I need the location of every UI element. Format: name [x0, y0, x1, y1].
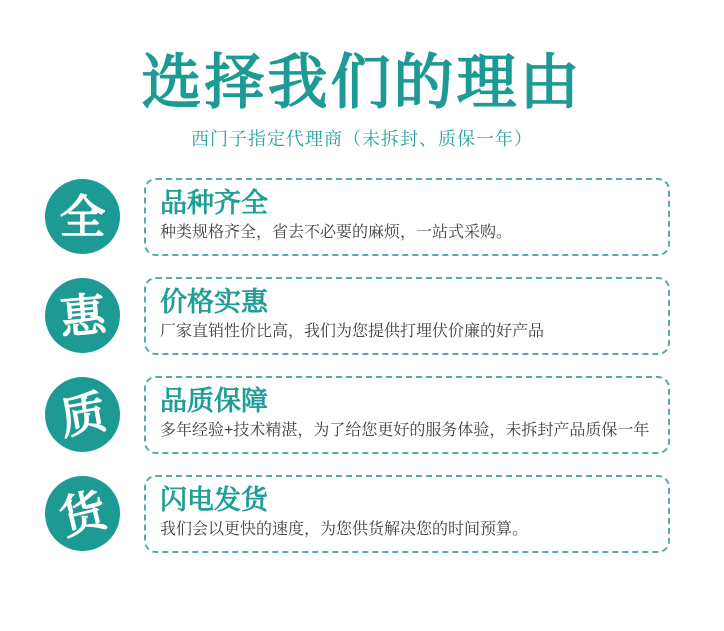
badge-huo	[45, 476, 120, 551]
feature-title: 品质保障	[160, 385, 268, 416]
feature-card	[144, 475, 670, 553]
badge-zhi	[45, 377, 120, 452]
feature-list	[0, 151, 724, 553]
feature-title: 品种齐全	[160, 187, 268, 218]
feature-card	[144, 277, 670, 355]
feature-card	[144, 178, 670, 256]
feature-section-variety	[45, 178, 670, 256]
feature-section-price	[45, 277, 670, 355]
feature-description: 厂家直销性价比高，我们为您提供打埋伏价廉的好产品	[160, 323, 545, 341]
feature-title: 闪电发货	[160, 484, 268, 515]
feature-description: 我们会以更快的速度，为您供货解决您的时间预算。	[160, 521, 529, 539]
feature-description: 多年经验+技术精湛，为了给您更好的服务体验，未拆封产品质保一年	[160, 422, 650, 440]
badge-character: 质	[55, 385, 110, 445]
feature-card	[144, 376, 670, 454]
feature-description: 种类规格齐全，省去不必要的麻烦，一站式采购。	[160, 224, 513, 242]
header	[0, 0, 724, 151]
feature-title: 价格实惠	[160, 286, 268, 317]
feature-section-shipping	[45, 475, 670, 553]
badge-quan	[45, 179, 120, 254]
badge-character: 惠	[57, 287, 108, 344]
page-subtitle: 西门子指定代理商（未拆封、质保一年）	[191, 128, 533, 149]
page-title: 选择我们的理由	[141, 48, 583, 118]
badge-character: 全	[59, 190, 106, 243]
feature-section-quality	[45, 376, 670, 454]
badge-hui	[45, 278, 120, 353]
badge-character: 货	[53, 483, 112, 545]
